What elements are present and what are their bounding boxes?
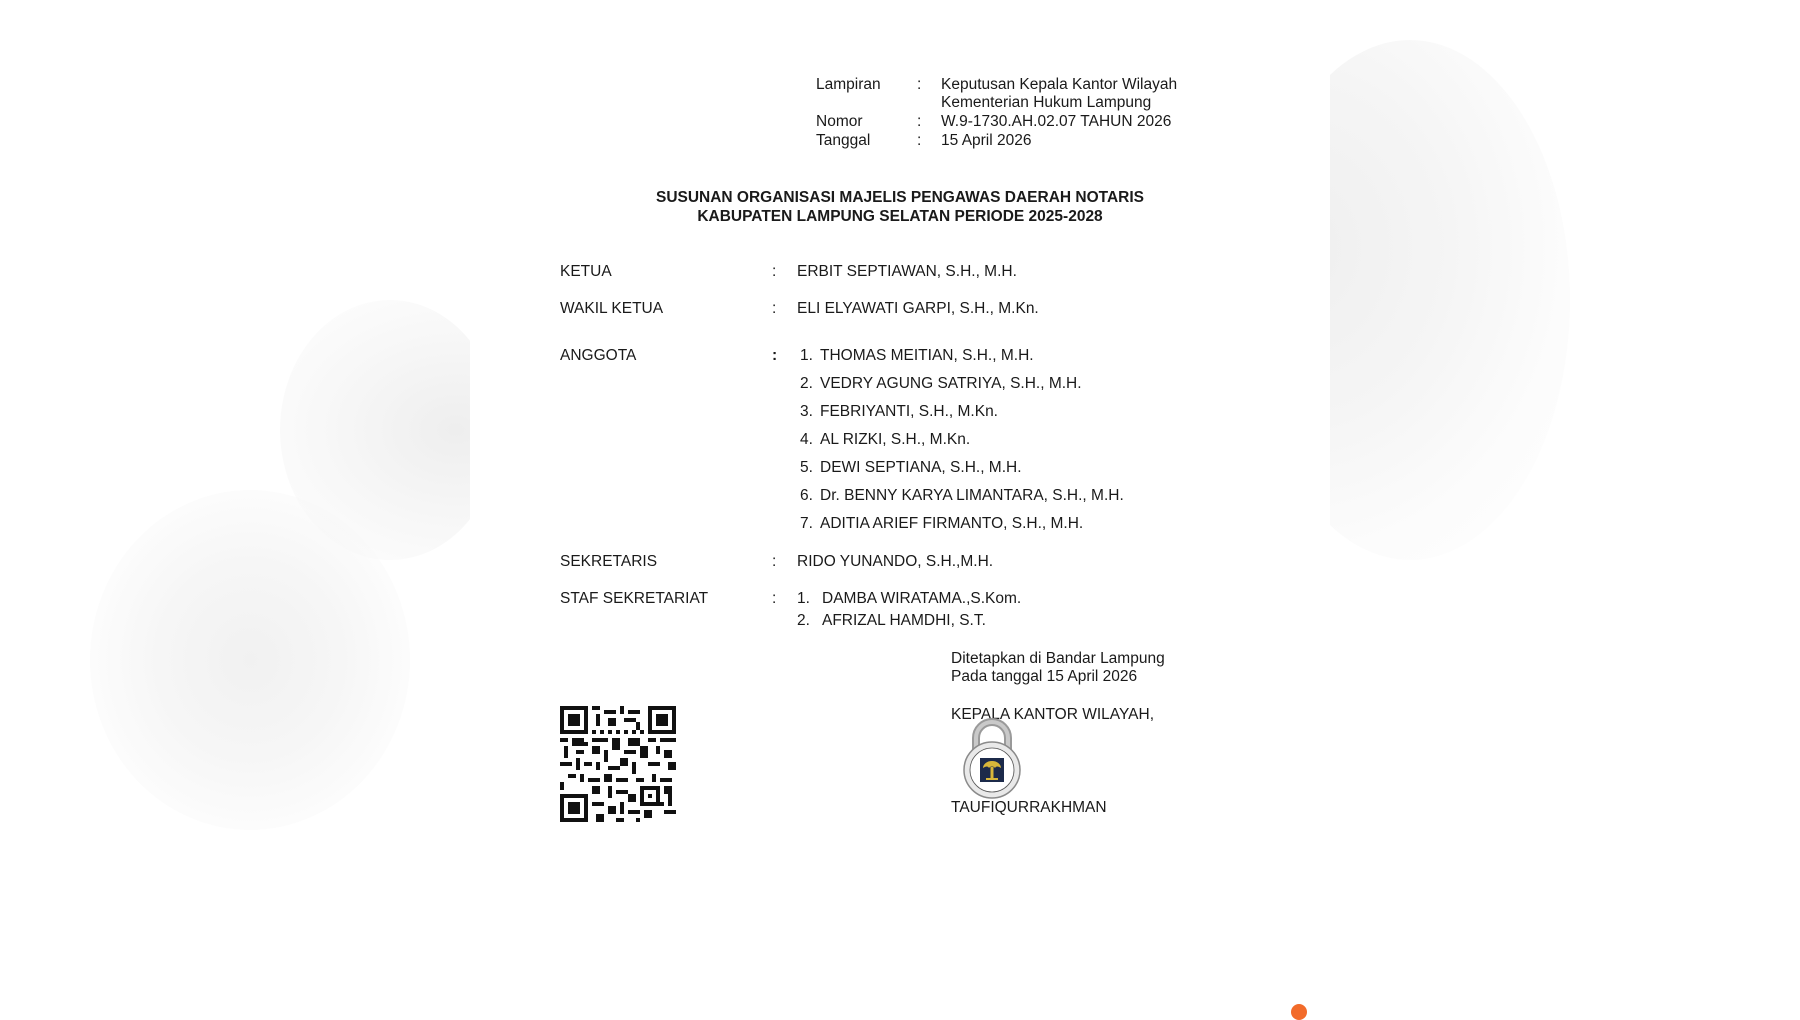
- lampiran-value-line2: Kementerian Hukum Lampung: [941, 94, 1152, 111]
- list-item-number: 7.: [800, 515, 813, 532]
- sekretaris-value: RIDO YUNANDO, S.H.,M.H.: [797, 553, 994, 570]
- list-item-number: 2.: [797, 612, 810, 629]
- lampiran-label: Lampiran: [816, 76, 881, 93]
- tanggal-separator: :: [917, 132, 922, 149]
- list-item: DEWI SEPTIANA, S.H., M.H.: [820, 459, 1022, 476]
- background-blur-left-upper: [280, 300, 500, 560]
- signature-position: KEPALA KANTOR WILAYAH,: [951, 706, 1154, 723]
- list-item: FEBRIYANTI, S.H., M.Kn.: [820, 403, 998, 420]
- nomor-label: Nomor: [816, 113, 863, 130]
- lampiran-value-line1: Keputusan Kepala Kantor Wilayah: [941, 76, 1178, 93]
- list-item-number: 1.: [797, 590, 810, 607]
- qr-code-icon: [560, 706, 676, 822]
- padlock-seal-icon: [962, 718, 1022, 800]
- anggota-label: ANGGOTA: [560, 347, 637, 364]
- signature-place: Ditetapkan di Bandar Lampung: [951, 650, 1165, 667]
- ketua-separator: :: [772, 263, 777, 280]
- list-item-number: 5.: [800, 459, 813, 476]
- nomor-separator: :: [917, 113, 922, 130]
- ketua-value: ERBIT SEPTIAWAN, S.H., M.H.: [797, 263, 1017, 280]
- list-item: AFRIZAL HAMDHI, S.T.: [822, 612, 986, 629]
- list-item-number: 4.: [800, 431, 813, 448]
- sekretaris-label: SEKRETARIS: [560, 553, 658, 570]
- staf-sekretariat-label: STAF SEKRETARIAT: [560, 590, 709, 607]
- document-page: [470, 0, 1330, 1013]
- list-item: THOMAS MEITIAN, S.H., M.H.: [820, 347, 1034, 364]
- background-blur-left: [90, 490, 410, 830]
- ketua-label: KETUA: [560, 263, 612, 280]
- list-item: DAMBA WIRATAMA.,S.Kom.: [822, 590, 1022, 607]
- list-item: VEDRY AGUNG SATRIYA, S.H., M.H.: [820, 375, 1082, 392]
- tanggal-label: Tanggal: [816, 132, 871, 149]
- list-item-number: 6.: [800, 487, 813, 504]
- staf-sekretariat-separator: :: [772, 590, 777, 607]
- floating-indicator-dot: [1291, 1004, 1307, 1020]
- anggota-separator: :: [772, 347, 778, 364]
- wakil-ketua-value: ELI ELYAWATI GARPI, S.H., M.Kn.: [797, 300, 1039, 317]
- list-item-number: 3.: [800, 403, 813, 420]
- document-title-line1: SUSUNAN ORGANISASI MAJELIS PENGAWAS DAERAH NOTARIS: [655, 189, 1144, 206]
- list-item-number: 2.: [800, 375, 813, 392]
- wakil-ketua-label: WAKIL KETUA: [560, 300, 664, 317]
- signature-date: Pada tanggal 15 April 2026: [951, 668, 1138, 685]
- nomor-value: W.9-1730.AH.02.07 TAHUN 2026: [941, 113, 1172, 130]
- sekretaris-separator: :: [772, 553, 777, 570]
- lampiran-separator: :: [917, 76, 922, 93]
- list-item: Dr. BENNY KARYA LIMANTARA, S.H., M.H.: [820, 487, 1124, 504]
- list-item: AL RIZKI, S.H., M.Kn.: [820, 431, 971, 448]
- list-item-number: 1.: [800, 347, 813, 364]
- signatory-name: TAUFIQURRAKHMAN: [951, 799, 1107, 816]
- list-item: ADITIA ARIEF FIRMANTO, S.H., M.H.: [820, 515, 1084, 532]
- tanggal-value: 15 April 2026: [941, 132, 1032, 149]
- wakil-ketua-separator: :: [772, 300, 777, 317]
- document-title-line2: KABUPATEN LAMPUNG SELATAN PERIODE 2025-2028: [697, 208, 1103, 225]
